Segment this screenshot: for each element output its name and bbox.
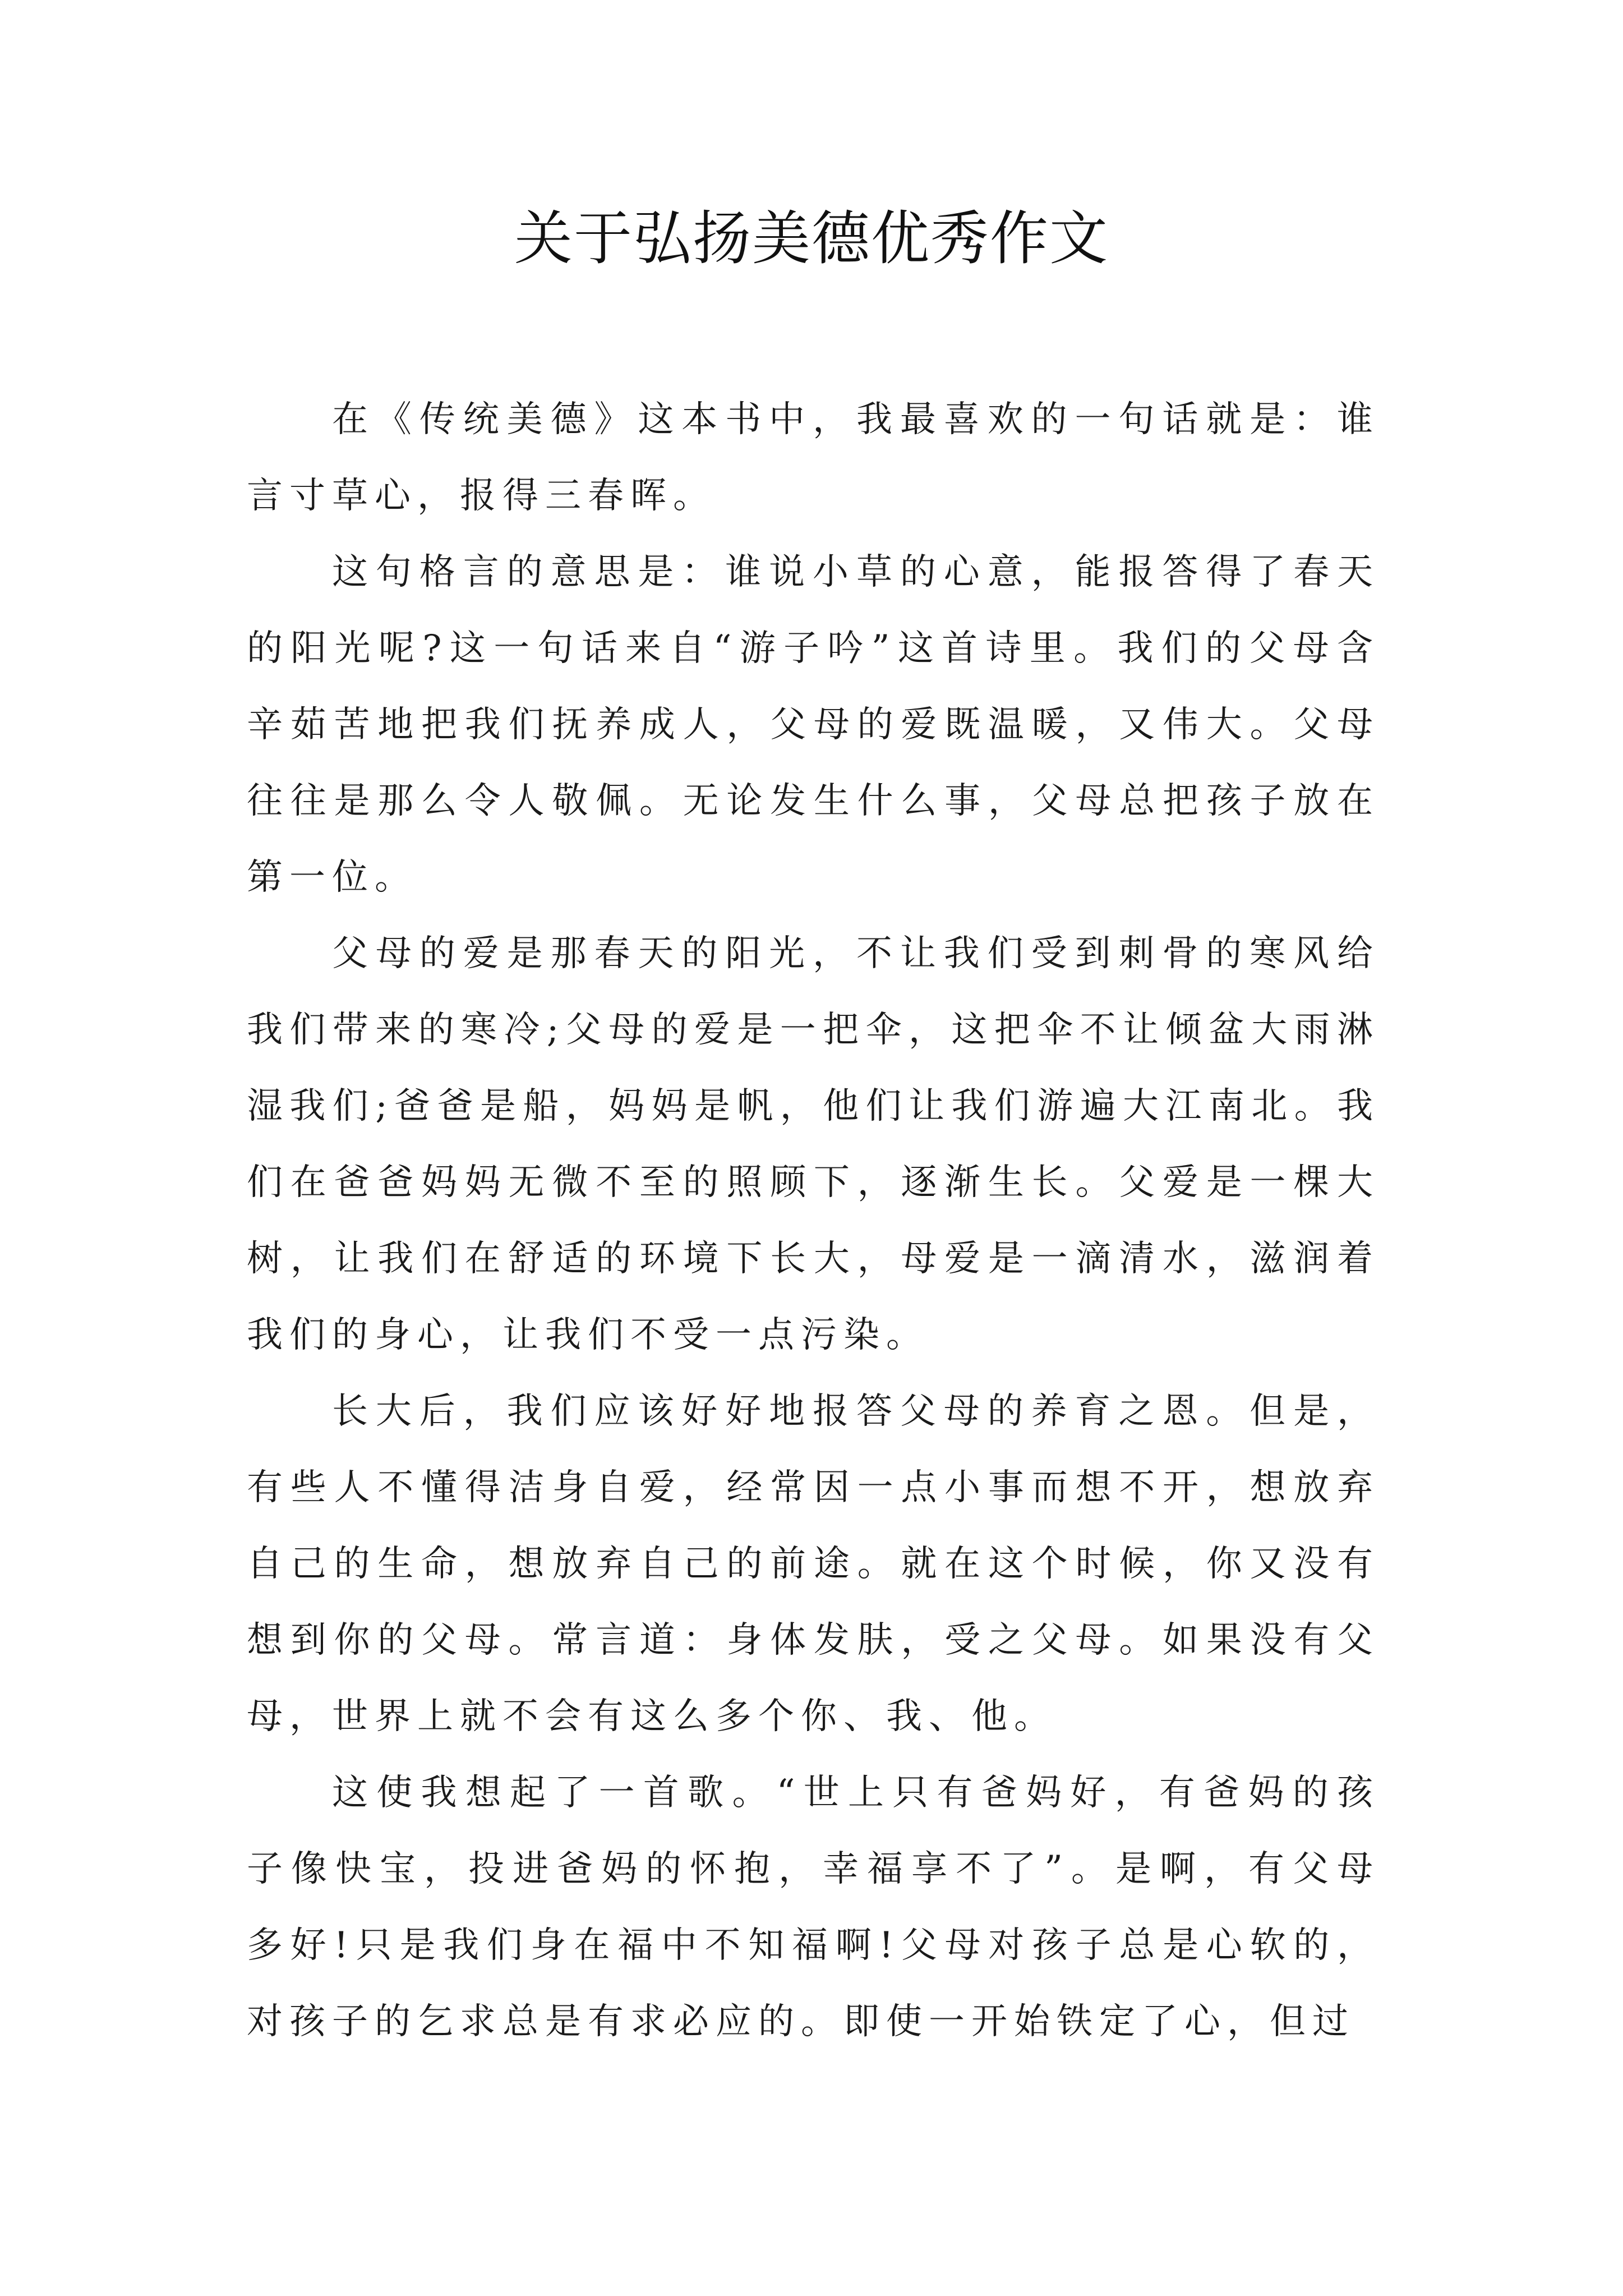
- document-body: [247, 381, 1380, 2060]
- paragraph-2: 这句格言的意思是：谁说小草的心意，能报答得了春天的阳光呢?这一句话来自“游子吟”这首诗里。我们的父母含辛茹苦地把我们抚养成人，父母的爱既温暖，又伟大。父母往往是那么令人敬佩。无论发生什么事，父母总把孩子放在第一位。: [247, 551, 1380, 898]
- paragraph-3: 父母的爱是那春天的阳光，不让我们受到刺骨的寒风给我们带来的寒冷;父母的爱是一把伞，这把伞不让倾盆大雨淋湿我们;爸爸是船，妈妈是帆，他们让我们游遍大江南北。我们在爸爸妈妈无微不至的照顾下，逐渐生长。父爱是一棵大树，让我们在舒适的环境下长大，母爱是一滴清水，滋润着我们的身心，让我们不受一点污染。: [247, 933, 1380, 1356]
- paragraph-5: 这使我想起了一首歌。“世上只有爸妈好，有爸妈的孩子像快宝，投进爸妈的怀抱，幸福享不了”。是啊，有父母多好!只是我们身在福中不知福啊!父母对孩子总是心软的，对孩子的乞求总是有求必应的。即使一开始铁定了心，但过: [247, 1772, 1380, 2042]
- paragraph-1: 在《传统美德》这本书中，我最喜欢的一句话就是：谁言寸草心，报得三春晖。: [247, 399, 1380, 517]
- document-title: 关于弘扬美德优秀作文: [514, 204, 1109, 273]
- paragraph-4: 长大后，我们应该好好地报答父母的养育之恩。但是，有些人不懂得洁身自爱，经常因一点小事而想不开，想放弃自己的生命，想放弃自己的前途。就在这个时候，你又没有想到你的父母。常言道：身体发肤，受之父母。如果没有父母，世界上就不会有这么多个你、我、他。: [247, 1391, 1380, 1737]
